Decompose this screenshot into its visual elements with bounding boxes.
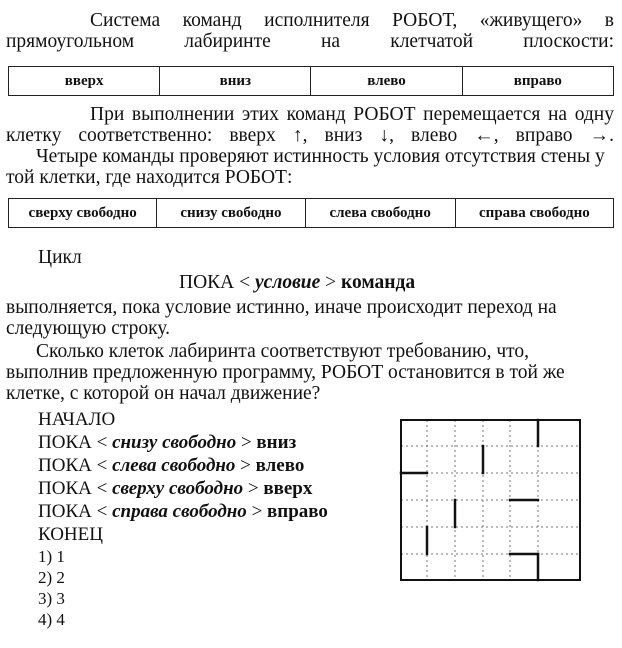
program-line-1 bbox=[38, 431, 328, 454]
program-line-3 bbox=[38, 477, 328, 500]
line-prefix: ПОКА < bbox=[38, 455, 108, 476]
line-command: влево bbox=[255, 455, 305, 476]
line-command: вверх bbox=[263, 478, 313, 499]
check-description: Четыре команды проверяют истинность условия отсутствия стены у той клетки, где находится РОБОТ: bbox=[6, 146, 605, 188]
line-suffix: > bbox=[251, 501, 263, 522]
loop-mid: > bbox=[325, 272, 337, 293]
cmd-left: влево bbox=[311, 67, 462, 96]
line-prefix: ПОКА < bbox=[38, 432, 108, 453]
cmd-down: вниз bbox=[160, 67, 311, 96]
line-condition: снизу свободно bbox=[112, 432, 237, 453]
answer-option-4[interactable]: 4) 4 bbox=[38, 610, 65, 629]
maze-grid bbox=[398, 417, 584, 585]
program-start: НАЧАЛО bbox=[38, 409, 116, 430]
move-commands-table bbox=[8, 66, 614, 96]
answer-options bbox=[38, 546, 65, 630]
answer-option-3[interactable]: 3) 3 bbox=[38, 589, 65, 608]
program-line-4 bbox=[38, 500, 328, 523]
intro-text: Система команд исполнителя РОБОТ, «живущего» в прямоугольном лабиринте на клетчатой плоскости: bbox=[6, 10, 614, 52]
cond-bottom-free: снизу свободно bbox=[157, 199, 305, 228]
answer-option-1[interactable]: 1) 1 bbox=[38, 547, 65, 566]
line-command: вниз bbox=[256, 432, 297, 453]
program-line-2 bbox=[38, 454, 328, 477]
move-description: При выполнении этих команд РОБОТ перемещается на одну клетку соответственно: вверх ↑, вниз ↓, влево ←, вправо →. bbox=[6, 104, 614, 146]
line-suffix: > bbox=[240, 455, 251, 476]
loop-title: Цикл bbox=[38, 247, 82, 268]
cond-left-free: слева свободно bbox=[305, 199, 455, 228]
line-prefix: ПОКА < bbox=[38, 478, 108, 499]
answer-option-2[interactable]: 2) 2 bbox=[38, 568, 65, 587]
line-condition: справа свободно bbox=[112, 501, 247, 522]
loop-prefix: ПОКА < bbox=[179, 272, 251, 293]
maze-grid-lines bbox=[401, 420, 580, 580]
loop-syntax bbox=[179, 272, 579, 293]
cond-top-free: сверху свободно bbox=[9, 199, 157, 228]
check-commands-table bbox=[8, 198, 614, 228]
loop-condition: условие bbox=[255, 272, 321, 293]
loop-description: выполняется, пока условие истинно, иначе происходит переход на следующую строку. bbox=[6, 297, 557, 339]
program-end: КОНЕЦ bbox=[38, 524, 103, 545]
cmd-up: вверх bbox=[9, 67, 160, 96]
line-command: вправо bbox=[267, 501, 328, 522]
line-condition: слева свободно bbox=[112, 455, 236, 476]
cond-right-free: справа свободно bbox=[455, 199, 613, 228]
program bbox=[38, 408, 328, 546]
line-suffix: > bbox=[240, 432, 252, 453]
line-suffix: > bbox=[247, 478, 259, 499]
question-text: Сколько клеток лабиринта соответствуют требованию, что, выполнив предложенную программу, РОБОТ остановится в той же клетке, с которой он начал движение? bbox=[6, 341, 565, 404]
line-prefix: ПОКА < bbox=[38, 501, 108, 522]
cmd-right: вправо bbox=[462, 67, 613, 96]
line-condition: сверху свободно bbox=[112, 478, 244, 499]
loop-command: команда bbox=[341, 272, 416, 293]
